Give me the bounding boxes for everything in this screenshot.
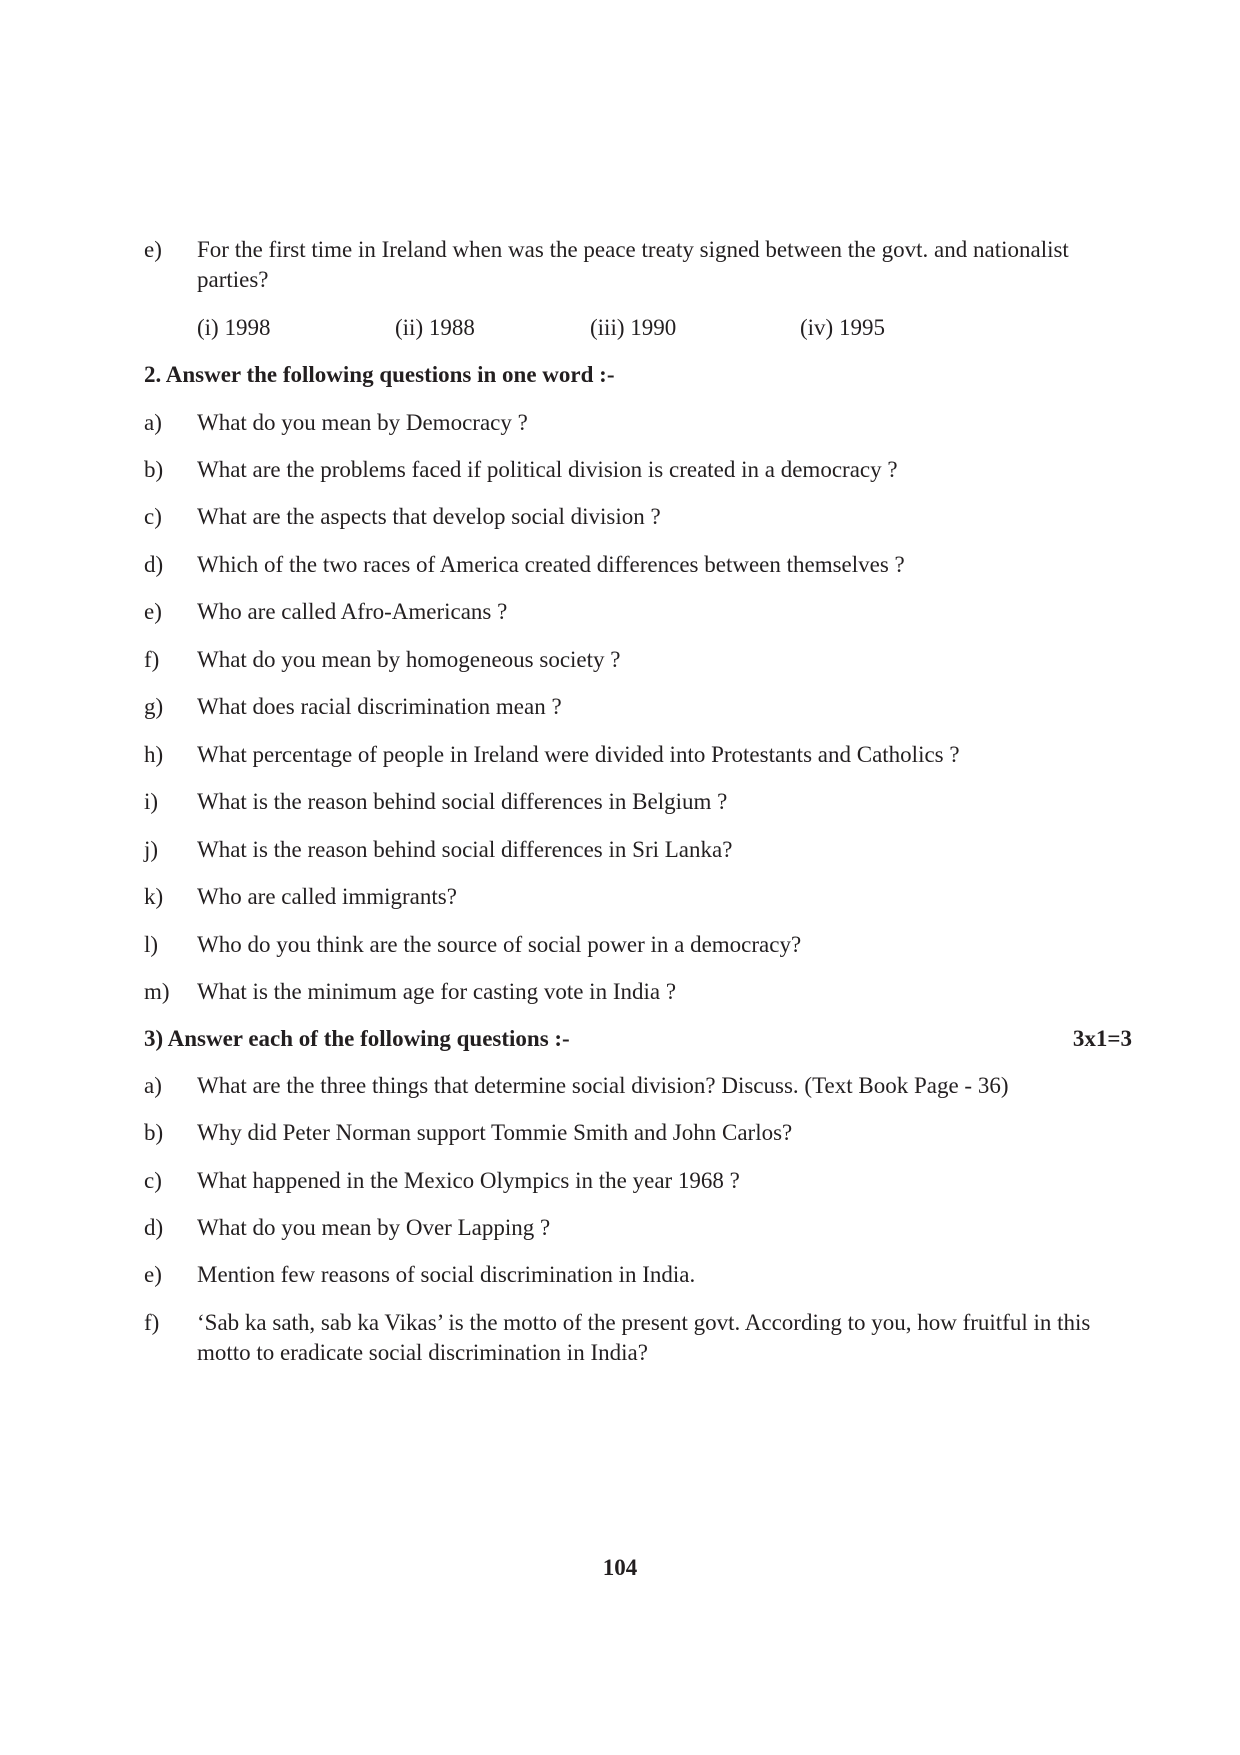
question-text: For the first time in Ireland when was the peace treaty signed between the govt. and nationalist parties? xyxy=(197,237,1069,292)
option-iv: (iv) 1995 xyxy=(800,315,885,340)
item-label: j) xyxy=(144,837,159,862)
item-text: Who do you think are the source of social power in a democracy? xyxy=(197,932,802,957)
option-i: (i) 1998 xyxy=(197,315,271,340)
item-label: i) xyxy=(144,789,159,814)
item-text: What is the reason behind social differences in Belgium ? xyxy=(197,789,728,814)
item-text: What are the three things that determine social division? Discuss. (Text Book Page - 36) xyxy=(197,1073,1009,1098)
item-label: k) xyxy=(144,884,164,909)
item-label: b) xyxy=(144,457,164,482)
page-number: 104 xyxy=(602,1555,638,1580)
item-label: f) xyxy=(144,647,160,672)
item-text: Who are called immigrants? xyxy=(197,884,457,909)
item-text: What do you mean by Democracy ? xyxy=(197,410,528,435)
item-label: g) xyxy=(144,694,164,719)
item-label: d) xyxy=(144,552,164,577)
item-text: Mention few reasons of social discrimination in India. xyxy=(197,1262,696,1287)
item-text: Which of the two races of America created differences between themselves ? xyxy=(197,552,905,577)
item-label: f) xyxy=(144,1310,160,1335)
item-label: c) xyxy=(144,504,162,529)
item-text: What are the problems faced if political division is created in a democracy ? xyxy=(197,457,898,482)
item-text: What percentage of people in Ireland were divided into Protestants and Catholics ? xyxy=(197,742,960,767)
item-label: l) xyxy=(144,932,159,957)
item-text: Why did Peter Norman support Tommie Smith and John Carlos? xyxy=(197,1120,793,1145)
item-text: What do you mean by homogeneous society ? xyxy=(197,647,621,672)
item-label: c) xyxy=(144,1168,162,1193)
item-label: a) xyxy=(144,410,162,435)
item-label: h) xyxy=(144,742,164,767)
section2-heading: 2. Answer the following questions in one word :- xyxy=(144,362,615,387)
item-label: a) xyxy=(144,1073,162,1098)
item-text: What happened in the Mexico Olympics in the year 1968 ? xyxy=(197,1168,740,1193)
item-text: What are the aspects that develop social division ? xyxy=(197,504,661,529)
item-text: What does racial discrimination mean ? xyxy=(197,694,562,719)
item-text: What is the reason behind social differences in Sri Lanka? xyxy=(197,837,733,862)
item-text: What do you mean by Over Lapping ? xyxy=(197,1215,551,1240)
item-text: Who are called Afro-Americans ? xyxy=(197,599,508,624)
question-label: e) xyxy=(144,237,162,262)
option-iii: (iii) 1990 xyxy=(590,315,677,340)
item-label: e) xyxy=(144,1262,162,1287)
option-ii: (ii) 1988 xyxy=(395,315,475,340)
item-label: d) xyxy=(144,1215,164,1240)
section3-marks: 3x1=3 xyxy=(1072,1026,1132,1051)
item-label: b) xyxy=(144,1120,164,1145)
section3-heading-text: 3) Answer each of the following questions :- xyxy=(144,1026,570,1051)
section3-heading xyxy=(144,1024,1132,1054)
item-text: ‘Sab ka sath, sab ka Vikas’ is the motto of the present govt. According to you, how fruitful in this motto to eradicate social discrimination in India? xyxy=(197,1310,1091,1365)
item-label: e) xyxy=(144,599,162,624)
item-text: What is the minimum age for casting vote in India ? xyxy=(197,979,677,1004)
item-label: m) xyxy=(144,979,170,1004)
